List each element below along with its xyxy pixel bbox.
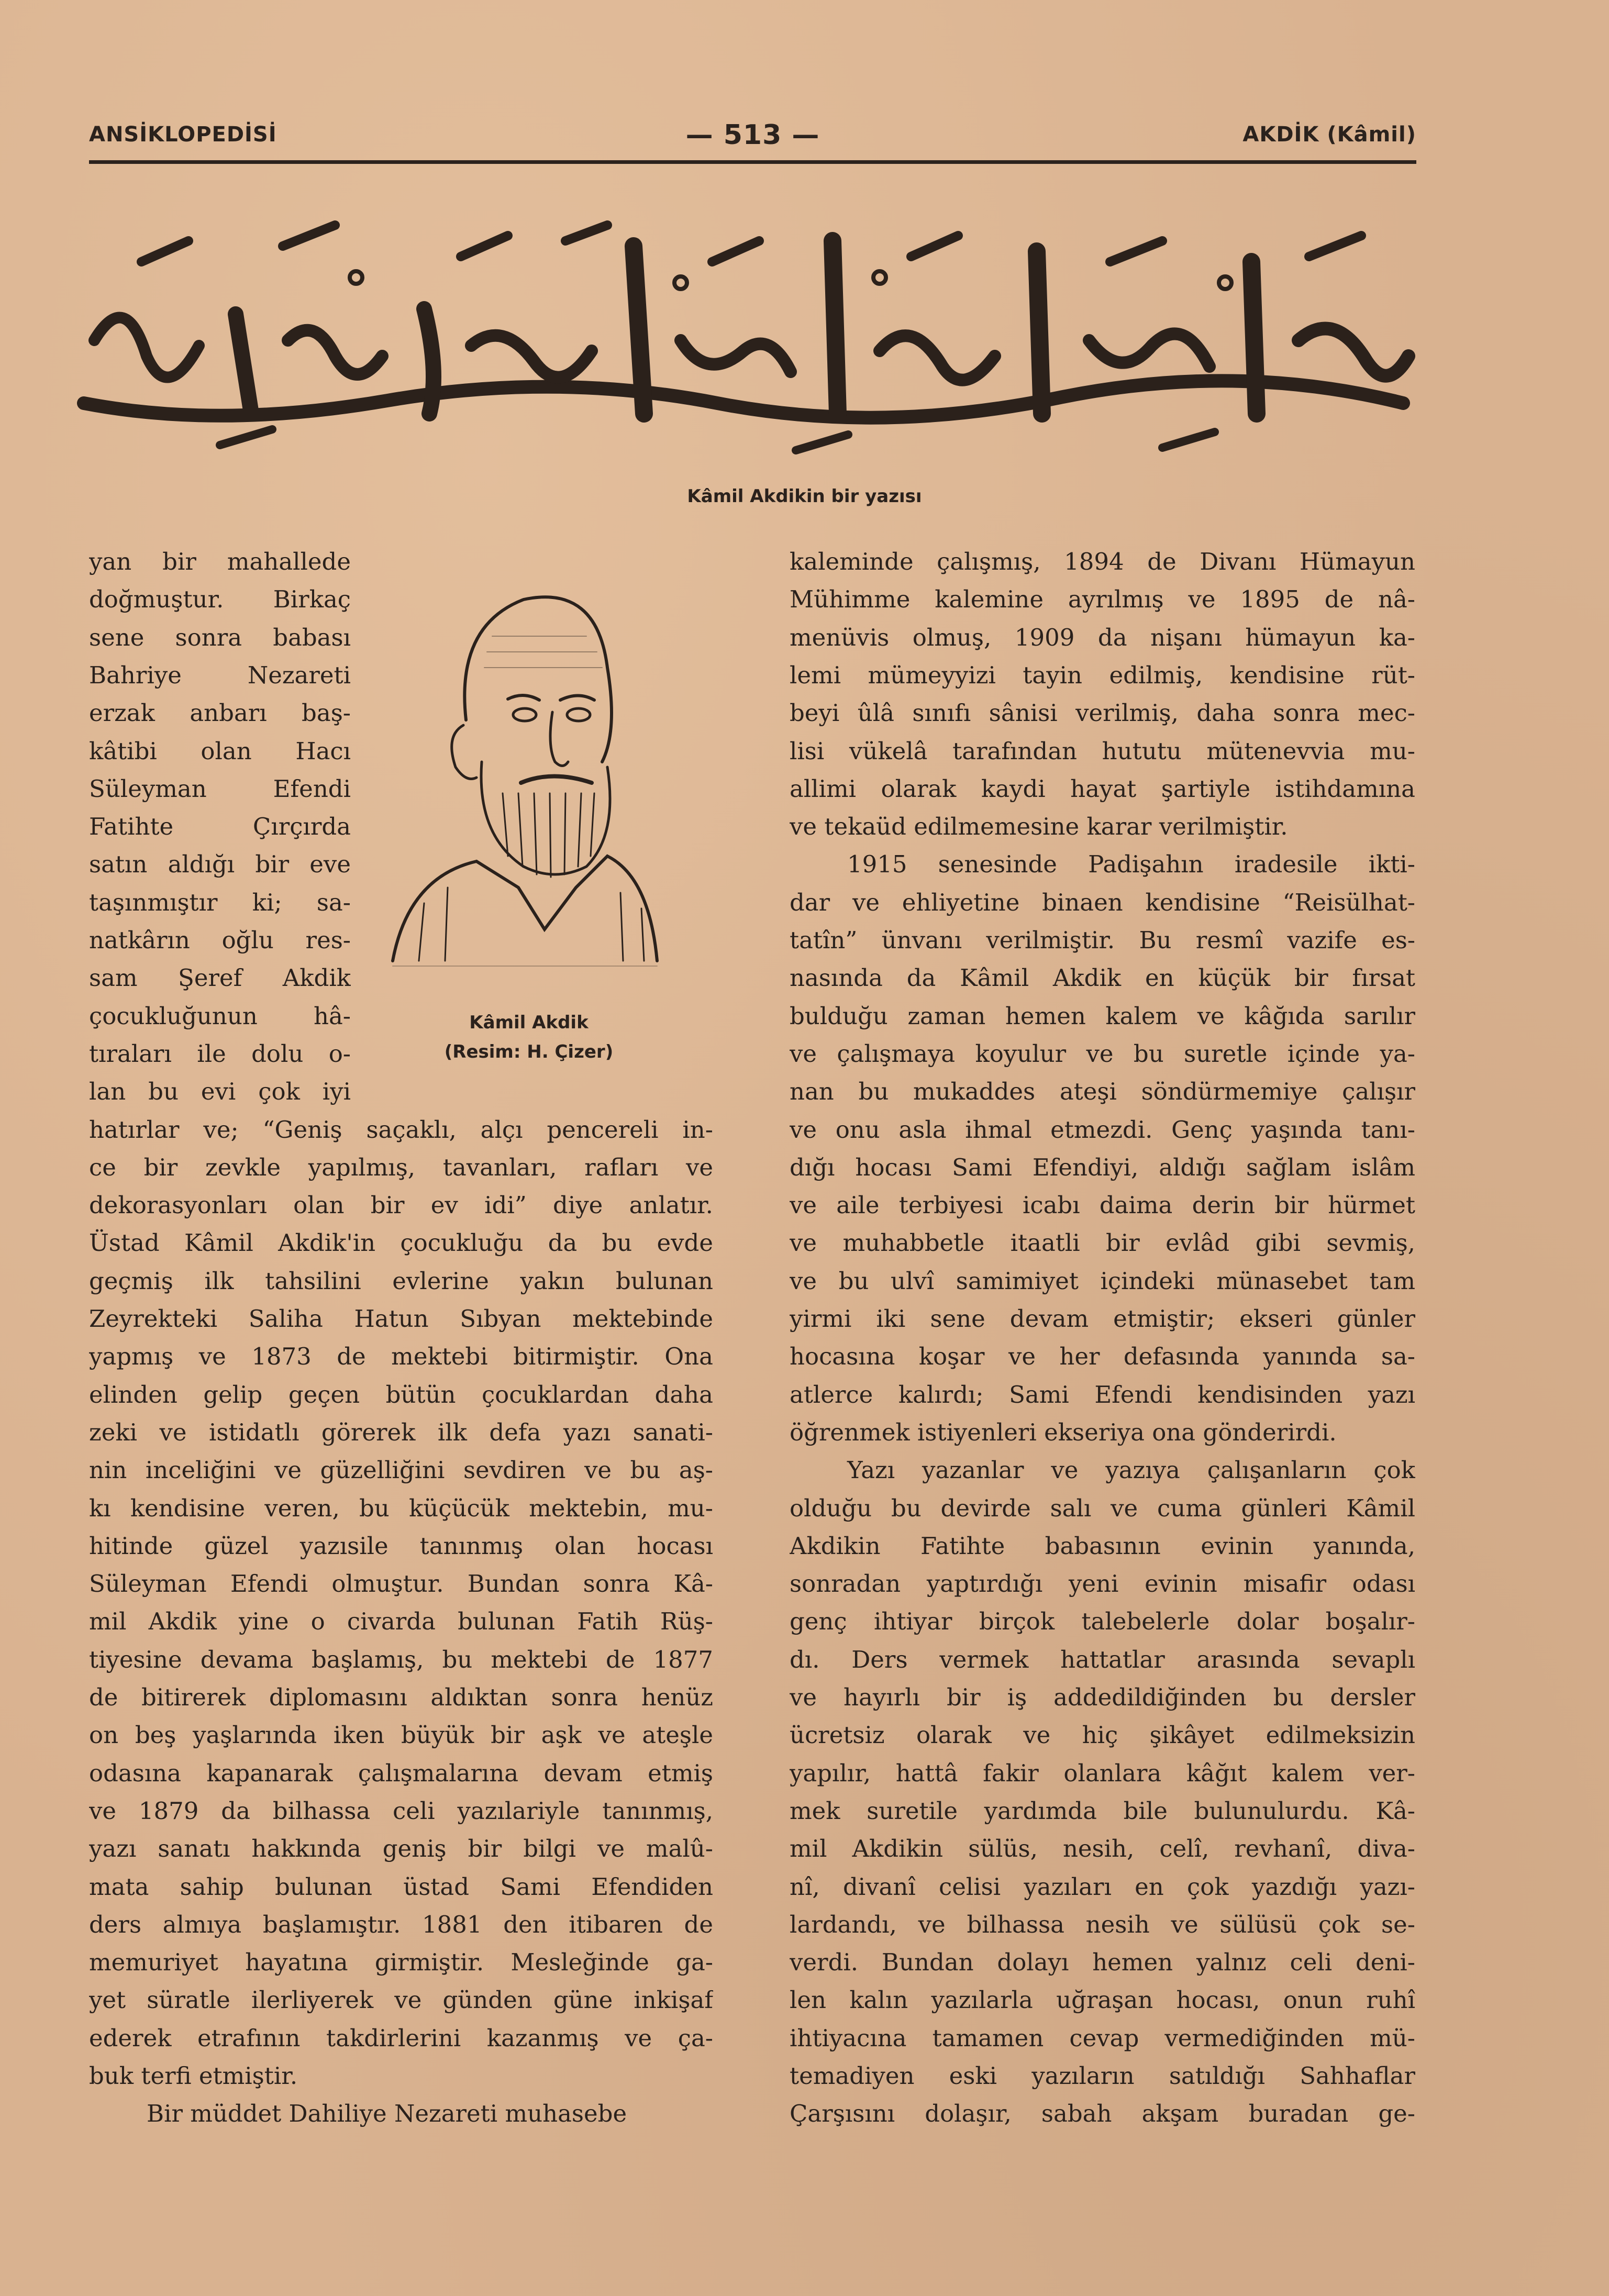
text-line: yazı sanatı hakkında geniş bir bilgi ve malû- — [89, 1835, 713, 1863]
text-line: lan bu evi çok iyi — [89, 1078, 351, 1106]
text-line: dı. Ders vermek hattatlar arasında sevaplı — [790, 1645, 1415, 1673]
text-line: doğmuştur. Birkaç — [89, 585, 351, 614]
text-line: sam Şeref Akdik — [89, 964, 351, 992]
text-line: Zeyrekteki Saliha Hatun Sıbyan mektebinde — [89, 1305, 713, 1333]
text-line: 1915 senesinde Padişahın iradesile ikti- — [847, 850, 1415, 879]
text-line: genç ihtiyar birçok talebelerle dolar boşalır- — [790, 1607, 1415, 1636]
text-line: hocasına koşar ve her defasında yanında sa- — [790, 1343, 1415, 1371]
text-line: on beş yaşlarında iken büyük bir aşk ve ateşle — [89, 1721, 713, 1749]
text-line: dar ve ehliyetine binaen kendisine “Reisülhat- — [790, 888, 1415, 916]
text-line: ve muhabbetle itaatli bir evlâd gibi sevmiş, — [790, 1229, 1415, 1257]
text-line: nin inceliğini ve güzelliğini sevdiren ve bu aş- — [89, 1456, 713, 1484]
portrait-name: Kâmil Akdik — [469, 1012, 589, 1033]
text-line: nasında da Kâmil Akdik en küçük bir fırsat — [790, 964, 1415, 992]
text-line: yapmış ve 1873 de mektebi bitirmiştir. Ona — [89, 1343, 713, 1371]
text-line: natkârın oğlu res- — [89, 926, 351, 954]
text-line: ve aile terbiyesi icabı daima derin bir hürmet — [790, 1191, 1415, 1219]
text-line: kâtibi olan Hacı — [89, 737, 351, 765]
text-line: ve çalışmaya koyulur ve bu suretle içinde ya- — [790, 1039, 1415, 1068]
text-line: öğrenmek istiyenleri ekseriya ona gönderirdi. — [790, 1418, 1337, 1446]
text-line: taşınmıştır ki; sa- — [89, 888, 351, 916]
portrait-engraving — [387, 563, 662, 992]
text-line: satın aldığı bir eve — [89, 850, 351, 879]
text-line: ders almıya başlamıştır. 1881 den itibaren de — [89, 1910, 713, 1938]
text-line: Bir müddet Dahiliye Nezareti muhasebe — [147, 2100, 627, 2128]
text-line: Üstad Kâmil Akdik'in çocukluğu da bu evde — [89, 1229, 713, 1257]
text-line: ve bu ulvî samimiyet içindeki münasebet tam — [790, 1267, 1415, 1295]
text-line: Yazı yazanlar ve yazıya çalışanların çok — [847, 1456, 1415, 1484]
text-line: hatırlar ve; “Geniş saçaklı, alçı pencereli in- — [89, 1115, 713, 1144]
text-line: lardandı, ve bilhassa nesih ve sülüsü çok se- — [790, 1910, 1415, 1938]
text-line: verdi. Bundan dolayı hemen yalnız celi deni- — [790, 1948, 1415, 1977]
text-line: ve onu asla ihmal etmezdi. Genç yaşında tanı- — [790, 1115, 1415, 1144]
text-line: ce bir zevkle yapılmış, tavanları, rafları ve — [89, 1153, 713, 1181]
text-line: odasına kapanarak çalışmalarına devam etmiş — [89, 1759, 713, 1787]
running-header — [89, 119, 1416, 151]
text-line: menüvis olmuş, 1909 da nişanı hümayun ka- — [790, 623, 1415, 651]
text-line: dığı hocası Sami Efendiyi, aldığı sağlam islâm — [790, 1153, 1415, 1181]
text-line: ederek etrafının takdirlerini kazanmış ve ça- — [89, 2024, 713, 2052]
text-line: ve tekaüd edilmemesine karar verilmiştir. — [790, 813, 1288, 841]
text-line: ücretsiz olarak ve hiç şikâyet edilmeksizin — [790, 1721, 1415, 1749]
text-line: dekorasyonları olan bir ev idi” diye anlatır. — [89, 1191, 713, 1219]
text-line: sene sonra babası — [89, 623, 351, 651]
text-line: tiyesine devama başlamış, bu mektebi de 1877 — [89, 1645, 713, 1673]
text-line: Fatihte Çırçırda — [89, 813, 351, 841]
text-line: buk terfi etmiştir. — [89, 2062, 298, 2090]
text-line: allimi olarak kaydi hayat şartiyle istihdamına — [790, 774, 1415, 803]
text-line: kı kendisine veren, bu küçücük mektebin, mu- — [89, 1494, 713, 1522]
text-line: mata sahip bulunan üstad Sami Efendiden — [89, 1872, 713, 1901]
text-line: kaleminde çalışmış, 1894 de Divanı Hümayun — [790, 548, 1415, 575]
text-line: ihtiyacına tamamen cevap vermediğinden mü- — [790, 2024, 1415, 2052]
text-line: elinden gelip geçen bütün çocuklardan daha — [89, 1380, 713, 1408]
text-line: ve 1879 da bilhassa celi yazılariyle tanınmış, — [89, 1796, 713, 1825]
text-line: Mühimme kalemine ayrılmış ve 1895 de nâ- — [790, 585, 1415, 614]
text-line: yan bir mahallede — [89, 548, 351, 575]
text-line: yirmi iki sene devam etmiştir; ekseri günler — [790, 1305, 1415, 1333]
text-line: Bahriye Nezareti — [89, 661, 351, 689]
text-line: lemi mümeyyizi tayin edilmiş, kendisine rüt- — [790, 661, 1415, 689]
text-line: de bitirerek diplomasını aldıktan sonra henüz — [89, 1683, 713, 1711]
text-line: mil Akdikin sülüs, nesih, celî, revhanî, diva- — [790, 1835, 1415, 1863]
text-line: mil Akdik yine o civarda bulunan Fatih Rüş- — [89, 1607, 713, 1636]
text-line: erzak anbarı baş- — [89, 699, 351, 727]
text-line: hitinde güzel yazısile tanınmış olan hocası — [89, 1532, 713, 1560]
text-line: çocukluğunun hâ- — [89, 1002, 351, 1030]
header-rule — [89, 160, 1416, 164]
text-line: yet süratle ilerliyerek ve günden güne inkişaf — [89, 1986, 713, 2014]
calligraphy-image — [63, 183, 1424, 476]
header-right: AKDİK (Kâmil) — [1242, 123, 1416, 147]
text-line: lisi vükelâ tarafından hututu mütenevvia mu- — [790, 737, 1415, 765]
text-line: nan bu mukaddes ateşi söndürmemiye çalışır — [790, 1078, 1415, 1106]
text-line: atlerce kalırdı; Sami Efendi kendisinden yazı — [790, 1380, 1415, 1408]
text-line: nî, divanî celisi yazıları en çok yazdığı yazı- — [790, 1872, 1415, 1901]
text-line: Süleyman Efendi — [89, 774, 351, 803]
text-line: yapılır, hattâ fakir olanlara kâğıt kalem ver- — [790, 1759, 1415, 1787]
text-line: temadiyen eski yazıların satıldığı Sahhaflar — [790, 2062, 1415, 2090]
text-line: beyi ûlâ sınıfı sânisi verilmiş, daha sonra mec- — [790, 699, 1415, 727]
text-line: sonradan yaptırdığı yeni evinin misafir odası — [790, 1570, 1415, 1598]
text-line: memuriyet hayatına girmiştir. Mesleğinde ga- — [89, 1948, 713, 1977]
text-line: Süleyman Efendi olmuştur. Bundan sonra Kâ- — [89, 1570, 713, 1598]
text-line: tıraları ile dolu o- — [89, 1039, 351, 1068]
text-line: ve hayırlı bir iş addedildiğinden bu dersler — [790, 1683, 1415, 1711]
calligraphy-caption: Kâmil Akdikin bir yazısı — [687, 486, 922, 507]
header-left: ANSİKLOPEDİSİ — [89, 123, 277, 147]
portrait-caption — [382, 1008, 675, 1067]
text-line: olduğu bu devirde salı ve cuma günleri Kâmil — [790, 1494, 1415, 1522]
page-number: — 513 — — [685, 119, 820, 151]
text-line: mek suretile yardımda bile bulunulurdu. Kâ- — [790, 1796, 1415, 1825]
text-line: Çarşısını dolaşır, sabah akşam buradan ge- — [790, 2100, 1415, 2128]
text-line: Akdikin Fatihte babasının evinin yanında, — [790, 1532, 1415, 1560]
text-line: bulduğu zaman hemen kalem ve kâğıda sarılır — [790, 1002, 1415, 1030]
text-line: geçmiş ilk tahsilini evlerine yakın bulunan — [89, 1267, 713, 1295]
text-line: zeki ve istidatlı görerek ilk defa yazı sanati- — [89, 1418, 713, 1446]
portrait-credit: (Resim: H. Çizer) — [444, 1041, 614, 1062]
text-line: len kalın yazılarla uğraşan hocası, onun ruhî — [790, 1986, 1415, 2014]
text-line: tatîn” ünvanı verilmiştir. Bu resmî vazife es- — [790, 926, 1415, 954]
